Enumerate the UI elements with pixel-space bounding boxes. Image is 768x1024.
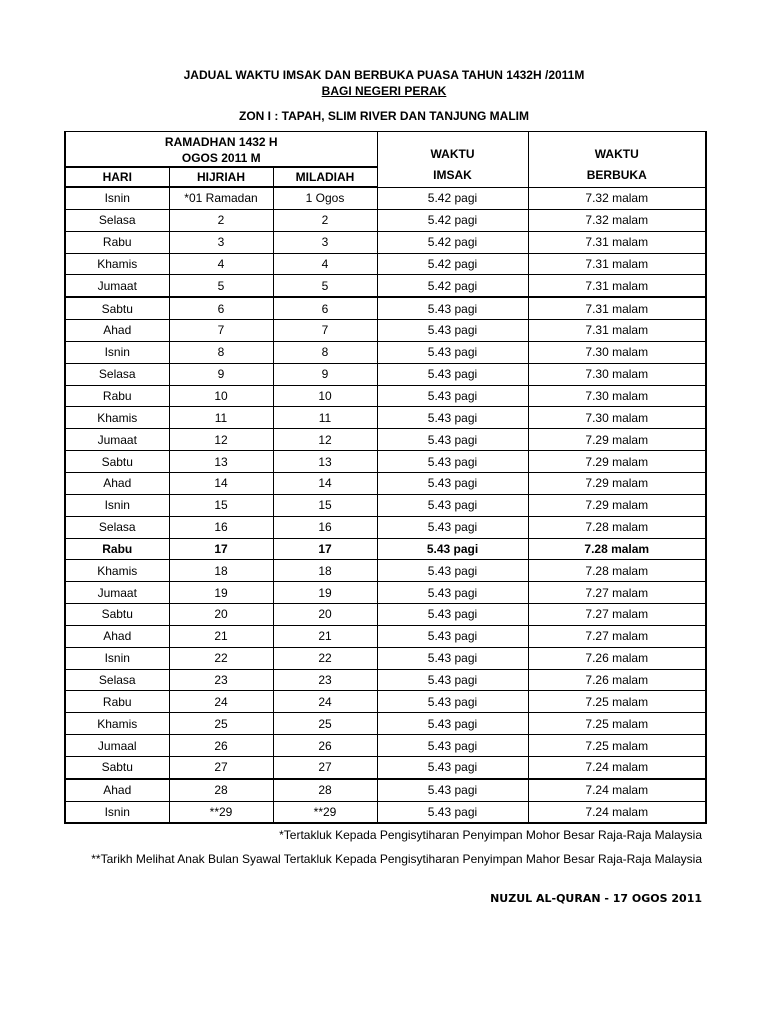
hijriah-cell: 7 (169, 320, 273, 342)
imsak-cell: 5.43 pagi (377, 472, 528, 494)
berbuka-cell: 7.28 malam (528, 560, 706, 582)
table-row (65, 604, 706, 626)
table-row (65, 582, 706, 604)
miladiah-cell: 12 (273, 429, 377, 451)
table-row (65, 647, 706, 669)
berbuka-cell: 7.25 malam (528, 691, 706, 713)
ramadhan-header: RAMADHAN 1432 H OGOS 2011 M (65, 132, 377, 168)
miladiah-cell: 27 (273, 756, 377, 778)
hari-cell: Ahad (65, 320, 169, 342)
table-row (65, 538, 706, 560)
berbuka-cell: 7.31 malam (528, 231, 706, 253)
miladiah-cell: 19 (273, 582, 377, 604)
imsak-cell: 5.43 pagi (377, 407, 528, 429)
nuzul-al-quran-note: NUZUL AL-QURAN - 17 OGOS 2011 (490, 892, 702, 905)
miladiah-cell: 23 (273, 669, 377, 691)
hari-cell: Selasa (65, 516, 169, 538)
hari-cell: Selasa (65, 669, 169, 691)
hari-cell: Jumaal (65, 735, 169, 757)
hijriah-cell: 15 (169, 494, 273, 516)
imsak-cell: 5.43 pagi (377, 801, 528, 823)
berbuka-cell: 7.27 malam (528, 625, 706, 647)
berbuka-cell: 7.32 malam (528, 187, 706, 209)
table-row (65, 756, 706, 778)
miladiah-cell: 26 (273, 735, 377, 757)
table-row (65, 341, 706, 363)
miladiah-cell: 13 (273, 451, 377, 473)
miladiah-cell: 21 (273, 625, 377, 647)
schedule-table (64, 131, 707, 824)
hijriah-cell: 17 (169, 538, 273, 560)
hijriah-cell: 14 (169, 472, 273, 494)
hijriah-cell: 23 (169, 669, 273, 691)
table-row (65, 779, 706, 801)
imsak-cell: 5.42 pagi (377, 209, 528, 231)
hijriah-cell: 21 (169, 625, 273, 647)
berbuka-cell: 7.31 malam (528, 320, 706, 342)
hari-cell: Ahad (65, 472, 169, 494)
hari-cell: Selasa (65, 363, 169, 385)
miladiah-cell: 25 (273, 713, 377, 735)
miladiah-cell: 11 (273, 407, 377, 429)
hijriah-cell: 27 (169, 756, 273, 778)
document-title: JADUAL WAKTU IMSAK DAN BERBUKA PUASA TAHUN 1432H /2011M (183, 68, 585, 82)
berbuka-cell: 7.30 malam (528, 363, 706, 385)
berbuka-cell: 7.31 malam (528, 297, 706, 319)
table-row (65, 713, 706, 735)
imsak-cell: 5.43 pagi (377, 429, 528, 451)
zone-title: ZON I : TAPAH, SLIM RIVER DAN TANJUNG MALIM (239, 109, 529, 123)
miladiah-cell: **29 (273, 801, 377, 823)
hari-header: HARI (65, 167, 169, 187)
miladiah-cell: 24 (273, 691, 377, 713)
hijriah-cell: 11 (169, 407, 273, 429)
schedule-body (65, 187, 706, 823)
imsak-cell: 5.43 pagi (377, 647, 528, 669)
miladiah-cell: 22 (273, 647, 377, 669)
berbuka-cell: 7.29 malam (528, 429, 706, 451)
hari-cell: Rabu (65, 691, 169, 713)
document-subtitle: BAGI NEGERI PERAK (321, 84, 447, 98)
berbuka-cell: 7.28 malam (528, 516, 706, 538)
imsak-cell: 5.43 pagi (377, 691, 528, 713)
berbuka-cell: 7.27 malam (528, 582, 706, 604)
hari-cell: Khamis (65, 253, 169, 275)
miladiah-cell: 18 (273, 560, 377, 582)
waktu-berbuka-header: WAKTU BERBUKA (528, 132, 706, 188)
imsak-cell: 5.43 pagi (377, 538, 528, 560)
hari-cell: Isnin (65, 647, 169, 669)
hijriah-cell: *01 Ramadan (169, 187, 273, 209)
table-row (65, 297, 706, 319)
table-row (65, 669, 706, 691)
miladiah-cell: 20 (273, 604, 377, 626)
berbuka-cell: 7.31 malam (528, 275, 706, 297)
table-row (65, 253, 706, 275)
imsak-cell: 5.43 pagi (377, 582, 528, 604)
table-row (65, 187, 706, 209)
hijriah-cell: 19 (169, 582, 273, 604)
imsak-cell: 5.42 pagi (377, 253, 528, 275)
imsak-cell: 5.43 pagi (377, 451, 528, 473)
berbuka-cell: 7.29 malam (528, 472, 706, 494)
hari-cell: Isnin (65, 187, 169, 209)
berbuka-cell: 7.30 malam (528, 385, 706, 407)
hijriah-cell: 4 (169, 253, 273, 275)
berbuka-cell: 7.27 malam (528, 604, 706, 626)
miladiah-cell: 28 (273, 779, 377, 801)
miladiah-cell: 8 (273, 341, 377, 363)
table-row (65, 209, 706, 231)
berbuka-cell: 7.32 malam (528, 209, 706, 231)
berbuka-cell: 7.30 malam (528, 407, 706, 429)
table-row (65, 275, 706, 297)
imsak-cell: 5.43 pagi (377, 385, 528, 407)
hari-cell: Selasa (65, 209, 169, 231)
hijriah-cell: 25 (169, 713, 273, 735)
table-row (65, 363, 706, 385)
imsak-cell: 5.42 pagi (377, 231, 528, 253)
miladiah-cell: 16 (273, 516, 377, 538)
imsak-cell: 5.43 pagi (377, 516, 528, 538)
miladiah-cell: 15 (273, 494, 377, 516)
hari-cell: Sabtu (65, 297, 169, 319)
hijriah-cell: 18 (169, 560, 273, 582)
hari-cell: Ahad (65, 779, 169, 801)
waktu-imsak-header: WAKTU IMSAK (377, 132, 528, 188)
table-row (65, 691, 706, 713)
hijriah-cell: 24 (169, 691, 273, 713)
berbuka-cell: 7.25 malam (528, 713, 706, 735)
berbuka-cell: 7.24 malam (528, 779, 706, 801)
miladiah-cell: 1 Ogos (273, 187, 377, 209)
table-row (65, 472, 706, 494)
hijriah-cell: **29 (169, 801, 273, 823)
hijriah-cell: 22 (169, 647, 273, 669)
hijriah-cell: 16 (169, 516, 273, 538)
hijriah-cell: 6 (169, 297, 273, 319)
hari-cell: Sabtu (65, 756, 169, 778)
table-row (65, 320, 706, 342)
hari-cell: Rabu (65, 231, 169, 253)
imsak-cell: 5.43 pagi (377, 297, 528, 319)
imsak-cell: 5.43 pagi (377, 363, 528, 385)
miladiah-cell: 6 (273, 297, 377, 319)
hijriah-cell: 13 (169, 451, 273, 473)
miladiah-cell: 9 (273, 363, 377, 385)
miladiah-cell: 7 (273, 320, 377, 342)
hijriah-cell: 5 (169, 275, 273, 297)
imsak-cell: 5.43 pagi (377, 735, 528, 757)
miladiah-cell: 14 (273, 472, 377, 494)
imsak-cell: 5.42 pagi (377, 187, 528, 209)
imsak-cell: 5.43 pagi (377, 604, 528, 626)
table-row (65, 560, 706, 582)
berbuka-cell: 7.26 malam (528, 669, 706, 691)
hijriah-cell: 9 (169, 363, 273, 385)
miladiah-cell: 5 (273, 275, 377, 297)
berbuka-cell: 7.29 malam (528, 451, 706, 473)
hari-cell: Khamis (65, 713, 169, 735)
hijriah-cell: 10 (169, 385, 273, 407)
hijriah-cell: 26 (169, 735, 273, 757)
imsak-cell: 5.43 pagi (377, 779, 528, 801)
table-row (65, 516, 706, 538)
imsak-cell: 5.43 pagi (377, 560, 528, 582)
hari-cell: Khamis (65, 407, 169, 429)
berbuka-cell: 7.26 malam (528, 647, 706, 669)
hijriah-cell: 12 (169, 429, 273, 451)
imsak-cell: 5.43 pagi (377, 494, 528, 516)
hari-cell: Jumaat (65, 275, 169, 297)
table-row (65, 385, 706, 407)
table-row (65, 494, 706, 516)
imsak-cell: 5.43 pagi (377, 756, 528, 778)
footnote-single-asterisk: *Tertakluk Kepada Pengisytiharan Penyimpan Mohor Besar Raja-Raja Malaysia (279, 828, 702, 842)
miladiah-cell: 3 (273, 231, 377, 253)
berbuka-cell: 7.24 malam (528, 801, 706, 823)
table-row (65, 801, 706, 823)
miladiah-cell: 17 (273, 538, 377, 560)
hari-cell: Rabu (65, 538, 169, 560)
hari-cell: Isnin (65, 494, 169, 516)
hari-cell: Jumaat (65, 429, 169, 451)
berbuka-cell: 7.24 malam (528, 756, 706, 778)
hijriah-cell: 8 (169, 341, 273, 363)
imsak-cell: 5.43 pagi (377, 341, 528, 363)
hari-cell: Sabtu (65, 451, 169, 473)
hari-cell: Rabu (65, 385, 169, 407)
table-row (65, 625, 706, 647)
table-row (65, 735, 706, 757)
table-row (65, 429, 706, 451)
hari-cell: Khamis (65, 560, 169, 582)
berbuka-cell: 7.29 malam (528, 494, 706, 516)
hari-cell: Ahad (65, 625, 169, 647)
miladiah-cell: 2 (273, 209, 377, 231)
hijriah-cell: 20 (169, 604, 273, 626)
table-row (65, 231, 706, 253)
table-row (65, 451, 706, 473)
berbuka-cell: 7.30 malam (528, 341, 706, 363)
hari-cell: Isnin (65, 341, 169, 363)
miladiah-header: MILADIAH (273, 167, 377, 187)
berbuka-cell: 7.25 malam (528, 735, 706, 757)
berbuka-cell: 7.28 malam (528, 538, 706, 560)
hijriah-cell: 28 (169, 779, 273, 801)
imsak-cell: 5.43 pagi (377, 320, 528, 342)
berbuka-cell: 7.31 malam (528, 253, 706, 275)
imsak-cell: 5.43 pagi (377, 669, 528, 691)
footnote-double-asterisk: **Tarikh Melihat Anak Bulan Syawal Tertakluk Kepada Pengisytiharan Penyimpan Mahor Besar Raja-Raja Malaysia (91, 852, 702, 866)
hari-cell: Jumaat (65, 582, 169, 604)
hijriah-cell: 2 (169, 209, 273, 231)
hari-cell: Isnin (65, 801, 169, 823)
hijriah-header: HIJRIAH (169, 167, 273, 187)
imsak-cell: 5.43 pagi (377, 625, 528, 647)
imsak-cell: 5.42 pagi (377, 275, 528, 297)
hijriah-cell: 3 (169, 231, 273, 253)
miladiah-cell: 10 (273, 385, 377, 407)
miladiah-cell: 4 (273, 253, 377, 275)
table-row (65, 407, 706, 429)
hari-cell: Sabtu (65, 604, 169, 626)
imsak-cell: 5.43 pagi (377, 713, 528, 735)
